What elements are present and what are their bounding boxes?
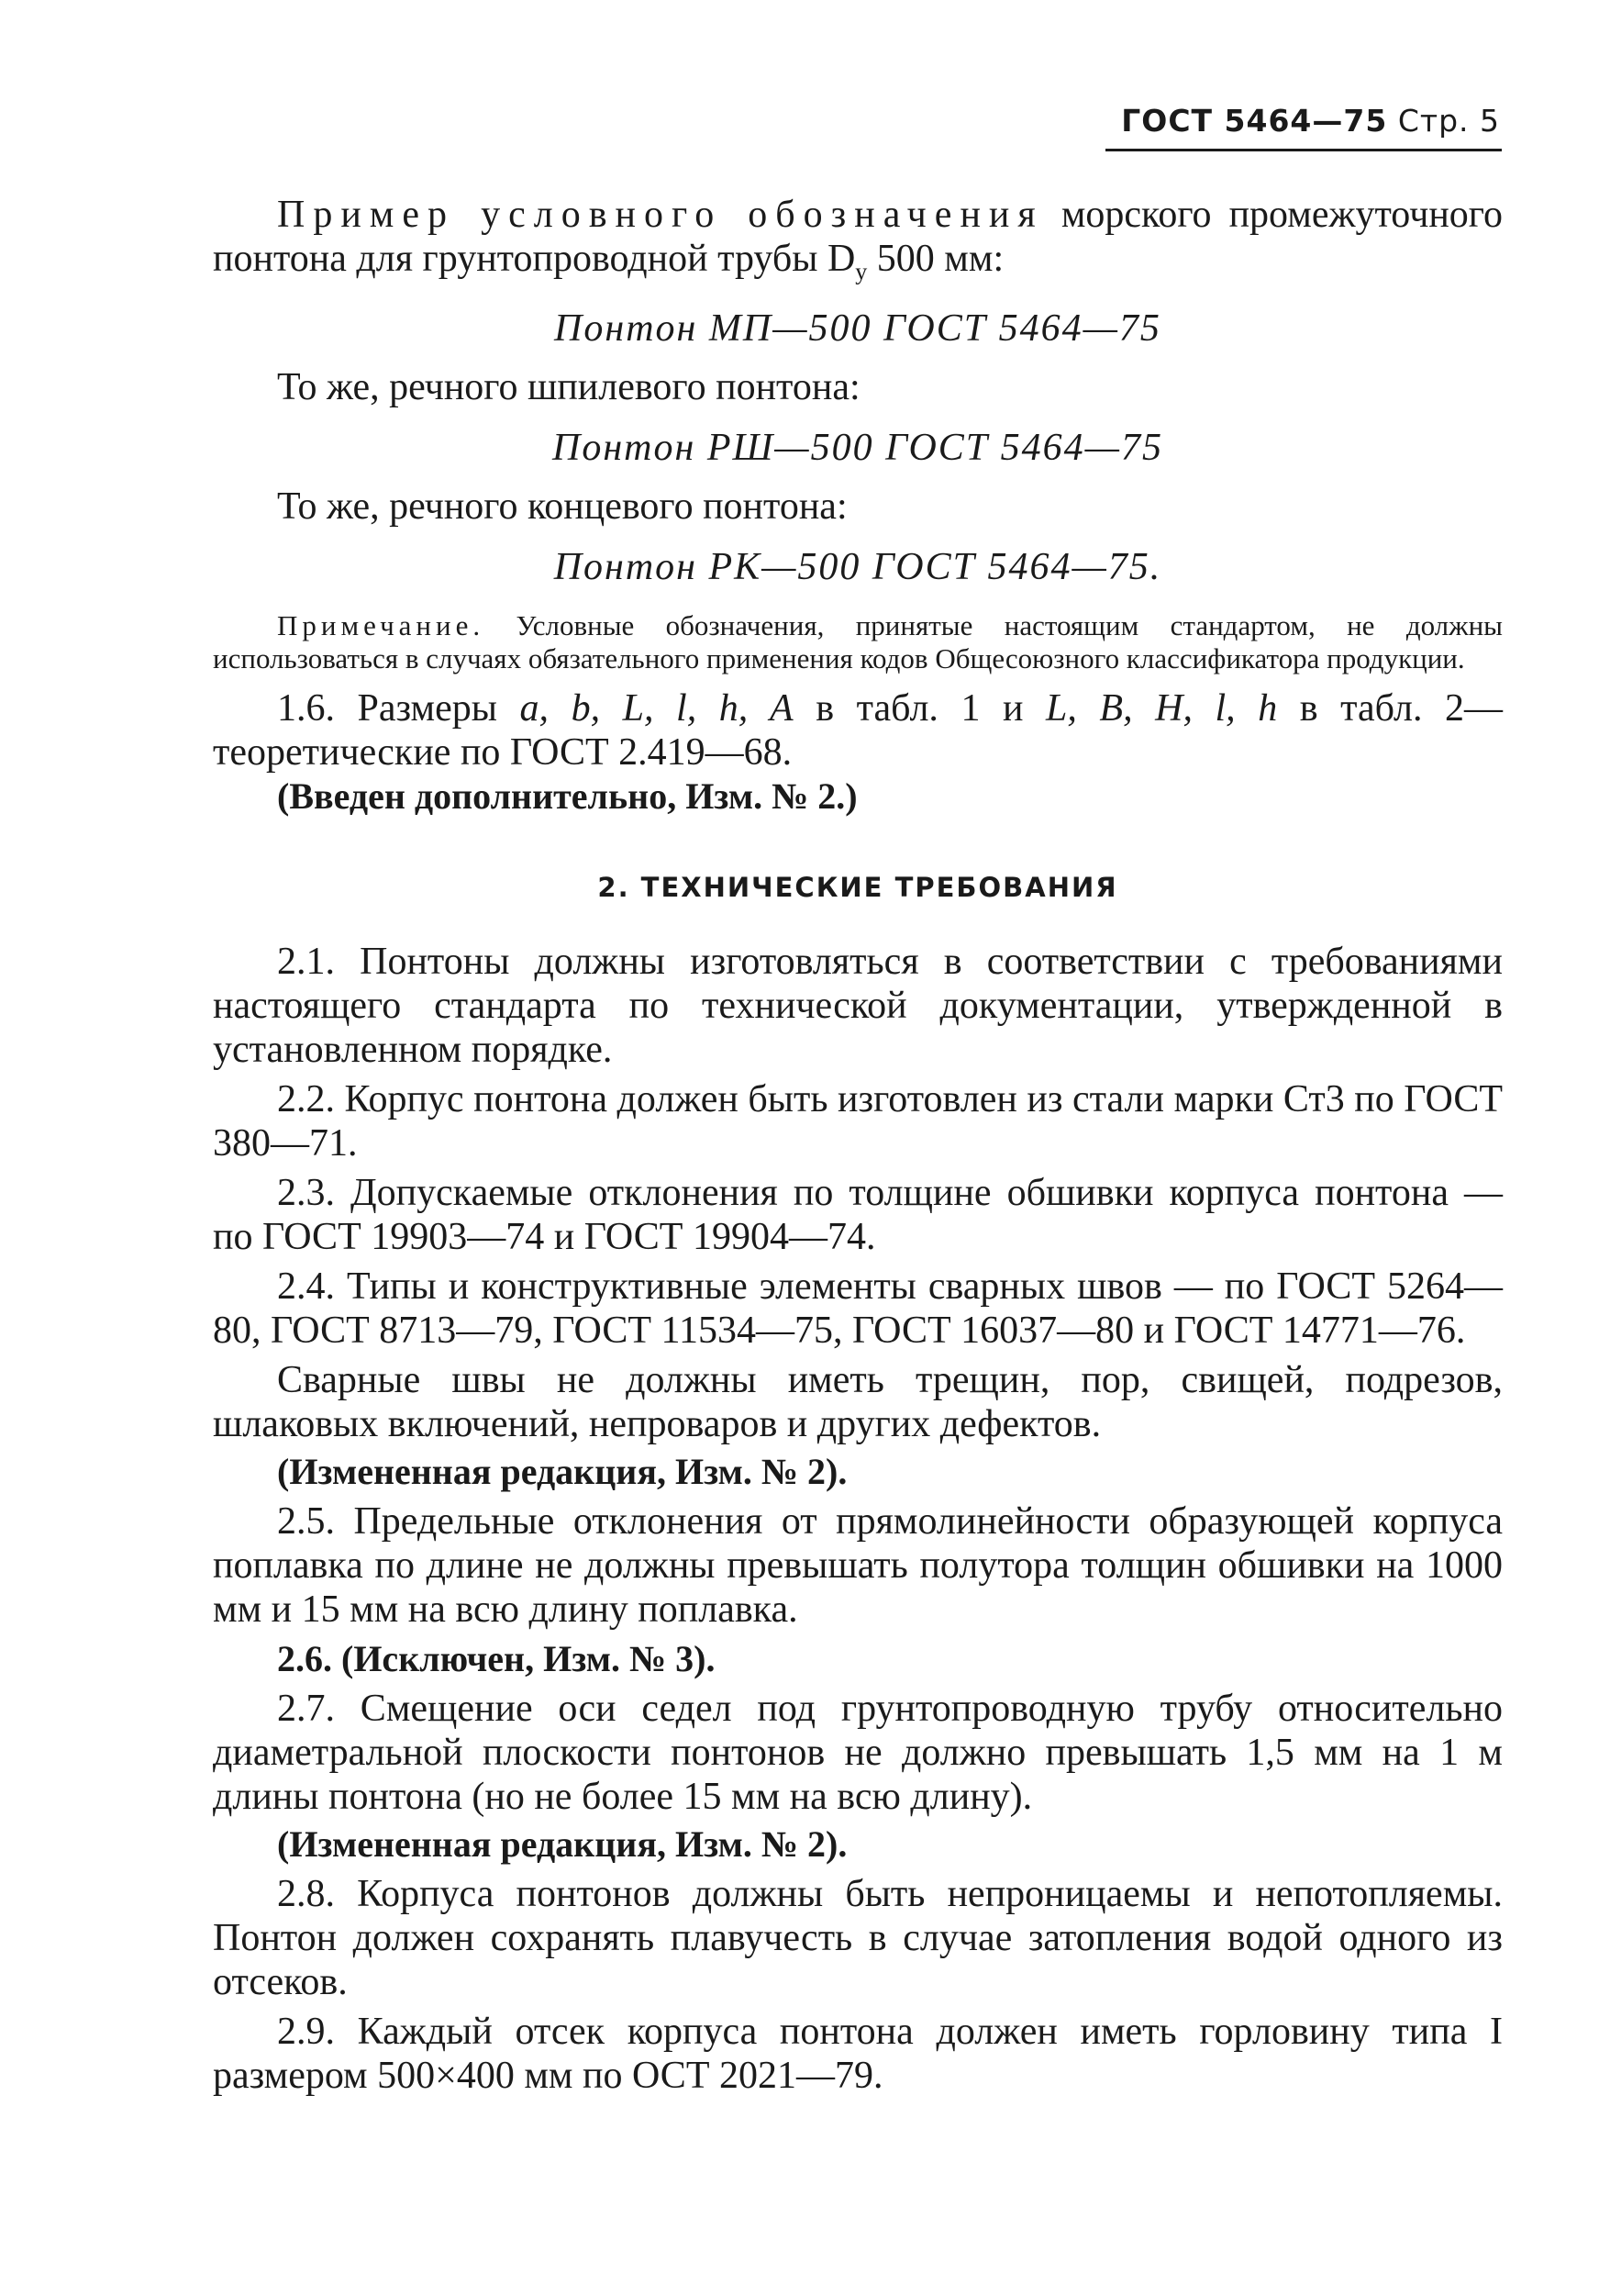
clause-paragraph: Сварные швы не должны иметь трещин, пор, свищей, подрезов, шлаковых включений, непроваров и других дефектов. [213,1359,1503,1445]
clause-number: 1.6. [277,687,335,730]
amendment-note: (Измененная редакция, Изм. № 2). [277,1823,848,1865]
clause-paragraph: 2.8. Корпуса понтонов должны быть непроницаемы и непотопляемы. Понтон должен сохранять плавучесть в случае затопления водой одного из отсеков. [213,1873,1503,2003]
amendment-note: (Введен дополнительно, Изм. № 2.) [277,775,858,818]
section-title: 2. ТЕХНИЧЕСКИЕ ТРЕБОВАНИЯ [597,872,1118,903]
example-designation: Понтон РК—500 ГОСТ 5464—75. [553,546,1162,589]
amendment-note: (Измененная редакция, Изм. № 2). [277,1451,848,1492]
clause-text: в табл. 1 и [793,687,1047,730]
clause-paragraph: 2.2. Корпус понтона должен быть изготовлен из стали марки Ст3 по ГОСТ 380—71. [213,1078,1503,1165]
clause-variables: L, B, H, l, h [1046,687,1278,730]
intro-paragraph [213,193,1503,294]
clause-1-6 [213,686,1503,775]
clause-paragraph: 2.4. Типы и конструктивные элементы сварных швов — по ГОСТ 5264—80, ГОСТ 8713—79, ГОСТ 11534—75, ГОСТ 16037—80 и ГОСТ 14771—76. [213,1265,1503,1352]
clause-paragraph: 2.9. Каждый отсек корпуса понтона должен иметь горловину типа I размером 500×400 мм по ОСТ 2021—79. [213,2011,1503,2097]
clause-text: в табл. 2— теоретические по ГОСТ 2.419—68. [213,687,1503,775]
example-designation: Понтон РШ—500 ГОСТ 5464—75 [551,427,1164,470]
clause-variables: a, b, L, l, h, A [519,687,794,730]
page-number: Стр. 5 [1397,103,1500,139]
clause-text: Размеры [335,687,520,730]
intro-subscript: у [855,258,868,285]
example-caption: То же, речного шпилевого понтона: [277,366,861,409]
clause-paragraph: 2.3. Допускаемые отклонения по толщине обшивки корпуса понтона — по ГОСТ 19903—74 и ГОСТ 19904—74. [213,1172,1503,1258]
note-paragraph [213,609,1503,675]
intro-rest: морского промежуточного понтона для грунтопроводной трубы D [213,194,1503,280]
intro-tail: 500 мм: [867,238,1005,280]
note-lead: Примечание. [277,609,485,642]
section-2 [213,872,1503,2098]
header-rule [1105,149,1502,151]
clause-paragraph: 2.1. Понтоны должны изготовляться в соответствии с требованиями настоящего стандарта по технической документации, утвержденной в установленном порядке. [213,941,1503,1071]
example-caption: То же, речного концевого понтона: [277,485,848,529]
clause-paragraph: 2.7. Смещение оси седел под грунтопроводную трубу относительно диаметральной плоскости понтонов не должно превышать 1,5 мм на 1 м длины понтона (но не более 15 мм на всю длину). [213,1688,1503,1818]
note-text: Условные обозначения, принятые настоящим стандартом, не должны использоваться в случаях обязательного применения кодов Общесоюзного классификатора продукции. [213,609,1503,675]
intro-lead: Пример условного обозначения [277,194,1044,236]
clause-list [213,940,1503,2098]
amendment-note: 2.6. (Исключен, Изм. № 3). [277,1638,716,1679]
standard-code: ГОСТ 5464—75 [1121,103,1388,139]
clause-paragraph: 2.5. Предельные отклонения от прямолинейности образующей корпуса поплавка по длине не должны превышать полутора толщин обшивки на 1000 мм и 15 мм на всю длину поплавка. [213,1500,1503,1631]
page-header [1110,103,1500,139]
designation-block [213,193,1503,819]
example-designation: Понтон МП—500 ГОСТ 5464—75 [554,307,1161,351]
